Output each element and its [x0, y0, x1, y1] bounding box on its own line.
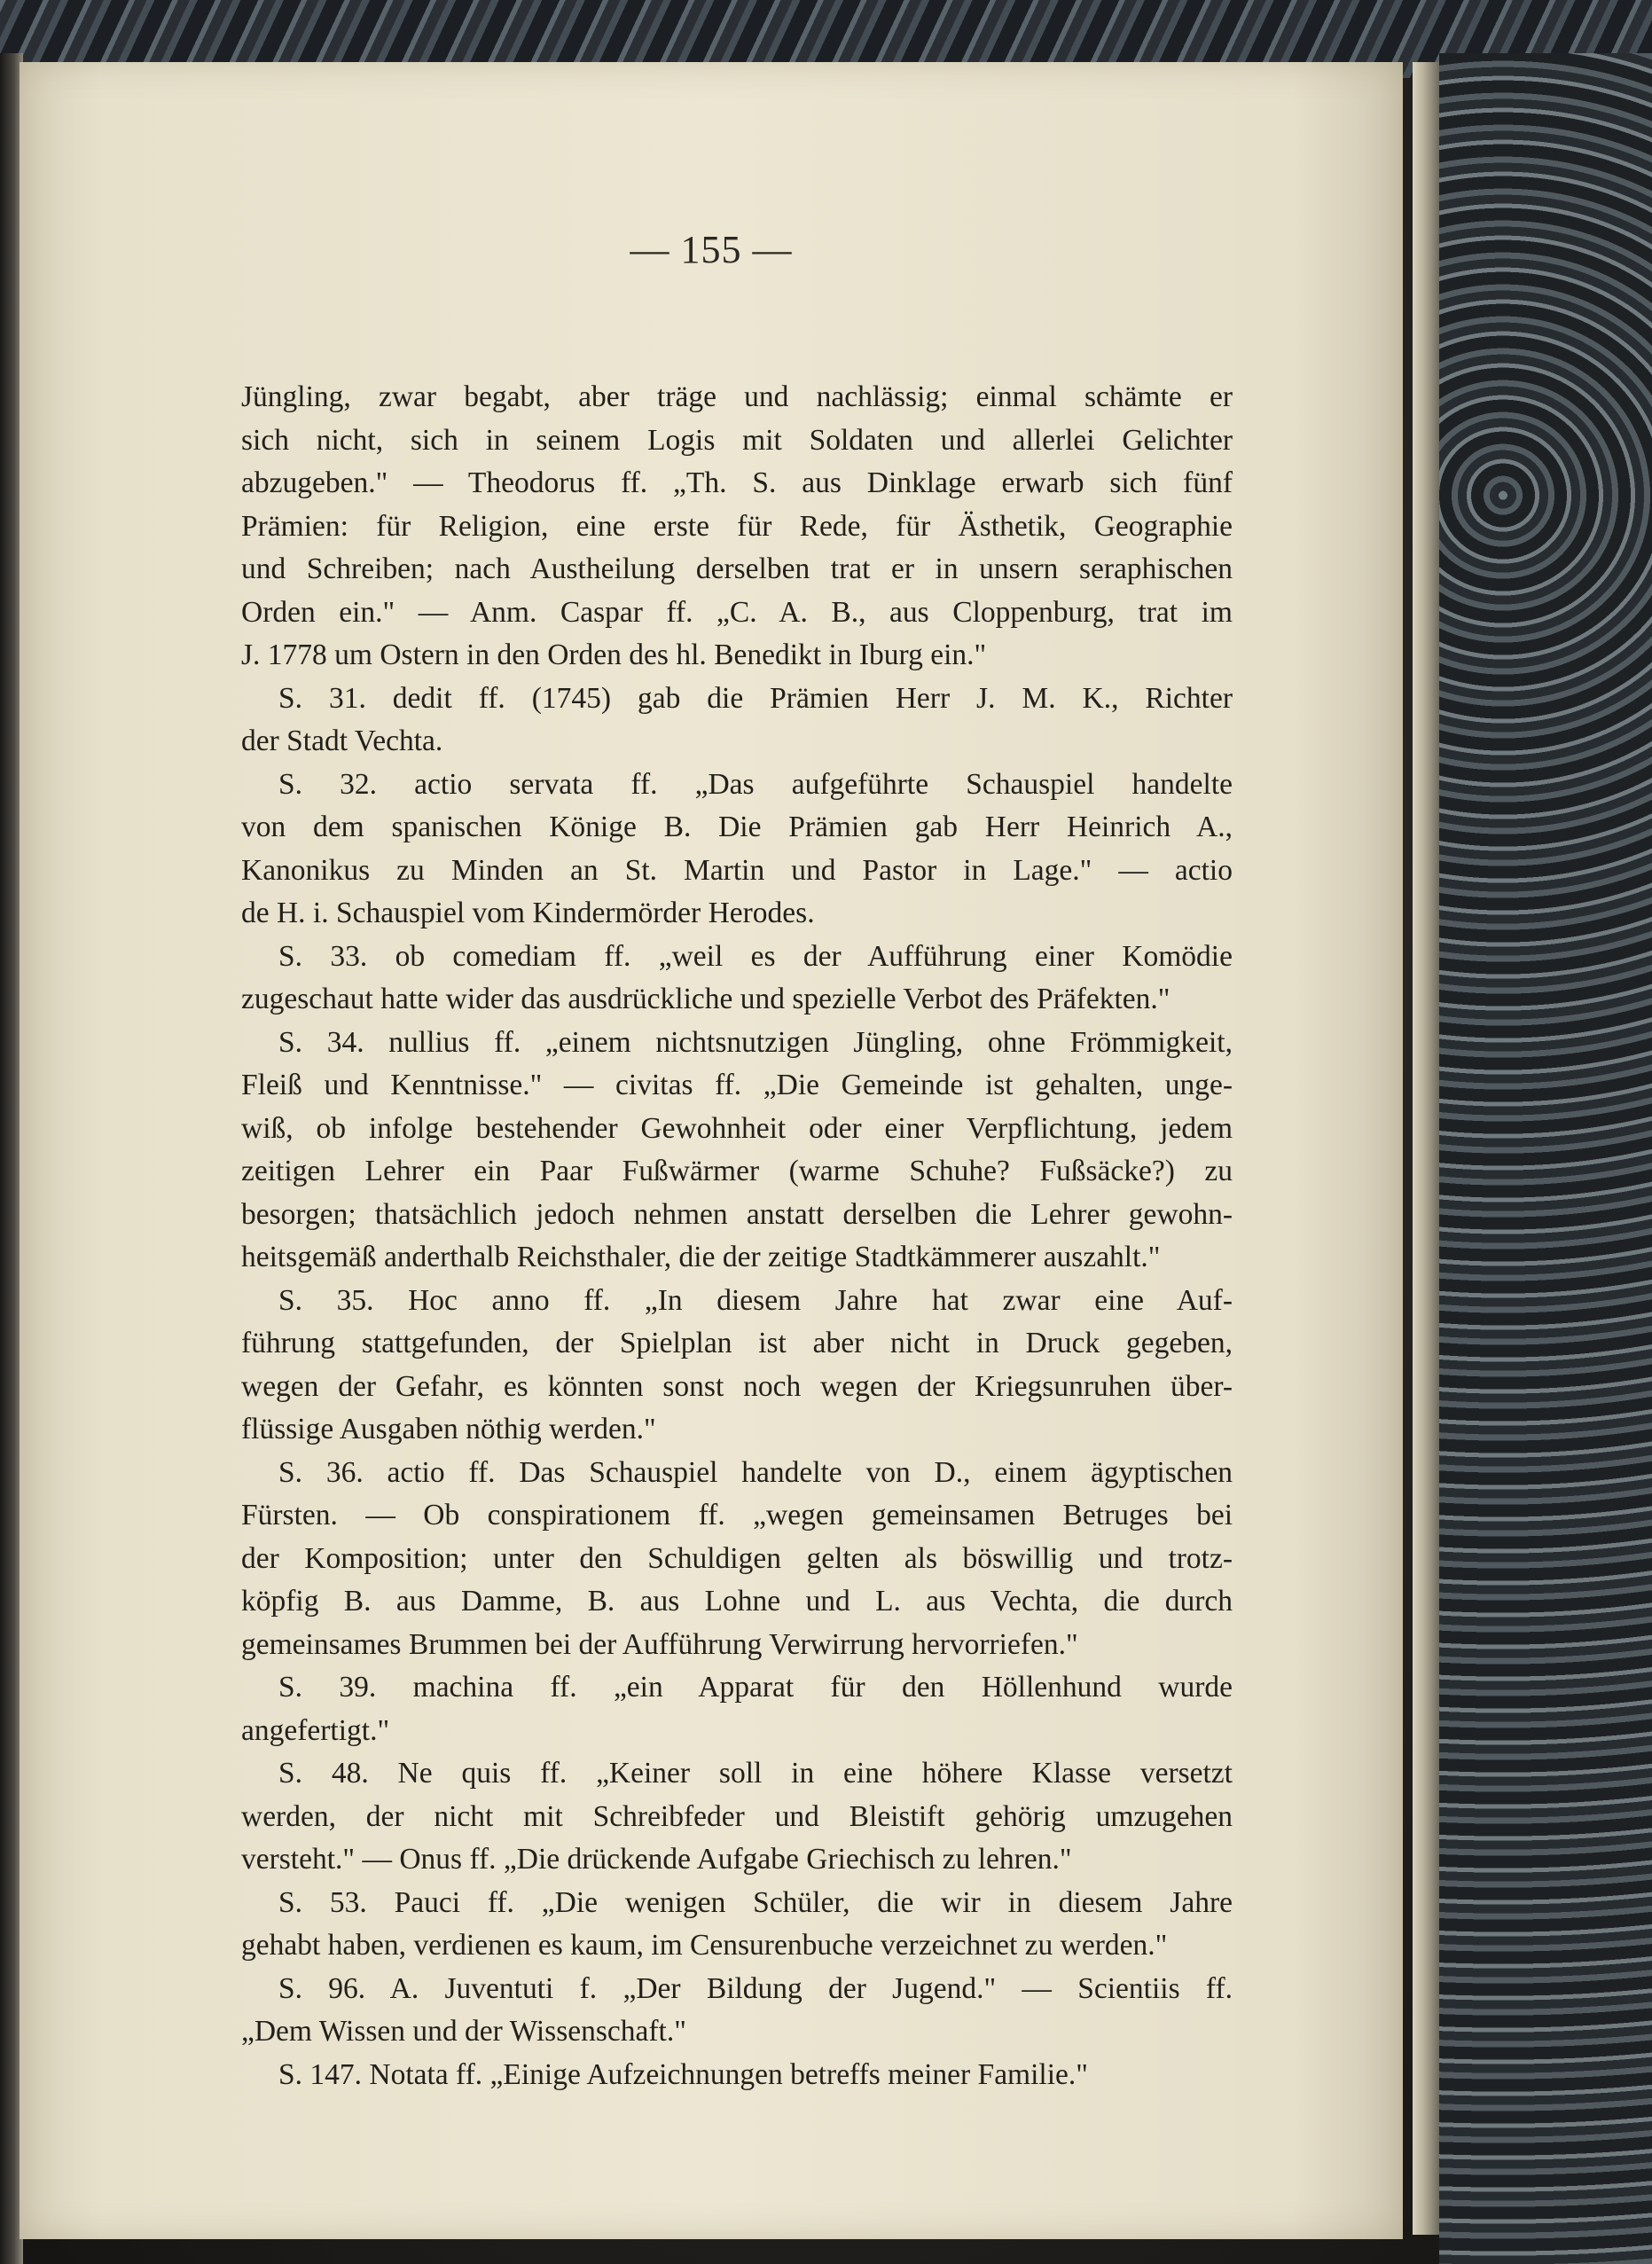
paragraph — [241, 764, 1233, 936]
paragraph — [241, 1968, 1233, 2054]
text-line: gemeinsames Brummen bei der Aufführung Verwirrung hervorriefen." — [241, 1627, 1078, 1661]
paragraph — [241, 678, 1233, 764]
text-line: S. 34. nullius ff. „einem nichtsnutzigen Jüngling, ohne Frömmigkeit, — [278, 1025, 1233, 1059]
text-line: abzugeben." — Theodorus ff. „Th. S. aus Dinklage erwarb sich fünf — [241, 466, 1233, 499]
text-line: wiß, ob infolge bestehender Gewohnheit oder einer Verpflichtung, jedem — [241, 1111, 1233, 1145]
text-line: S. 39. machina ff. „ein Apparat für den Höllenhund wurde — [278, 1671, 1233, 1704]
text-line: S. 96. A. Juventuti f. „Der Bildung der Jugend." — Scientiis ff. — [278, 1971, 1233, 2005]
text-line: von dem spanischen Könige B. Die Prämien gab Herr Heinrich A., — [241, 811, 1233, 843]
text-line: werden, der nicht mit Schreibfeder und Bleistift gehörig umzugehen — [241, 1799, 1233, 1833]
text-line: „Dem Wissen und der Wissenschaft." — [241, 2015, 686, 2048]
paragraph — [241, 1882, 1233, 1968]
paragraph — [241, 1666, 1233, 1752]
text-line: wegen der Gefahr, es könnten sonst noch wegen der Kriegsunruhen über- — [241, 1369, 1233, 1403]
text-line: zeitigen Lehrer ein Paar Fußwärmer (warme Schuhe? Fußsäcke?) zu — [241, 1155, 1233, 1187]
marbled-cover-right — [1439, 53, 1652, 2264]
text-line: S. 53. Pauci ff. „Die wenigen Schüler, die wir in diesem Jahre — [278, 1885, 1233, 1919]
page-number: — 155 — — [630, 228, 793, 271]
text-line: Fleiß und Kenntnisse." — civitas ff. „Die Gemeinde ist gehalten, unge- — [241, 1069, 1233, 1101]
text-line: J. 1778 um Ostern in den Orden des hl. Benedikt in Iburg ein." — [241, 638, 987, 671]
text-line: führung stattgefunden, der Spielplan ist aber nicht in Druck gegeben, — [241, 1327, 1233, 1359]
text-line: versteht." — Onus ff. „Die drückende Aufgabe Griechisch zu lehren." — [241, 1843, 1072, 1876]
text-line: S. 33. ob comediam ff. „weil es der Aufführung einer Komödie — [278, 939, 1233, 973]
text-line: S. 32. actio servata ff. „Das aufgeführte Schauspiel handelte — [278, 767, 1233, 801]
text-line: und Schreiben; nach Austheilung derselben trat er in unsern seraphischen — [241, 552, 1233, 585]
text-line: gehabt haben, verdienen es kaum, im Censurenbuche verzeichnet zu werden." — [241, 1929, 1168, 1962]
text-line: heitsgemäß anderthalb Reichsthaler, die der zeitige Stadtkämmerer auszahlt." — [241, 1241, 1161, 1273]
paragraph — [241, 1280, 1233, 1452]
text-line: besorgen; thatsächlich jedoch nehmen anstatt derselben die Lehrer gewohn- — [241, 1197, 1233, 1231]
text-line: der Stadt Vechta. — [241, 725, 443, 757]
text-line: Kanonikus zu Minden an St. Martin und Pastor in Lage." — actio — [241, 853, 1233, 887]
paragraph — [241, 1452, 1233, 1667]
text-line: zugeschaut hatte wider das ausdrückliche und spezielle Verbot des Präfekten." — [241, 983, 1170, 1015]
text-line: flüssige Ausgaben nöthig werden." — [241, 1413, 656, 1445]
text-line: Jüngling, zwar begabt, aber träge und nachlässig; einmal schämte er — [241, 380, 1233, 413]
text-line: angefertigt." — [241, 1713, 390, 1747]
text-line: Fürsten. — Ob conspirationem ff. „wegen gemeinsamen Betruges bei — [241, 1499, 1233, 1532]
text-line: de H. i. Schauspiel vom Kindermörder Herodes. — [241, 897, 815, 929]
paragraph — [241, 1022, 1233, 1280]
book-page — [20, 62, 1403, 2239]
body-text — [241, 376, 1233, 2096]
text-line: sich nicht, sich in seinem Logis mit Soldaten und allerlei Gelichter — [241, 423, 1233, 457]
paragraph — [241, 2054, 1233, 2097]
paragraph — [241, 376, 1233, 678]
text-line: Prämien: für Religion, eine erste für Rede, für Ästhetik, Geographie — [241, 509, 1233, 543]
page-stack-edge — [1413, 62, 1439, 2235]
text-line: Orden ein." — Anm. Caspar ff. „C. A. B., aus Cloppenburg, trat im — [241, 595, 1233, 629]
text-line: S. 35. Hoc anno ff. „In diesem Jahre hat zwar eine Auf- — [278, 1283, 1233, 1317]
text-line: S. 147. Notata ff. „Einige Aufzeichnungen betreffs meiner Familie." — [278, 2057, 1088, 2091]
text-line: der Komposition; unter den Schuldigen gelten als böswillig und trotz- — [241, 1541, 1233, 1575]
text-line: S. 36. actio ff. Das Schauspiel handelte von D., einem ägyptischen — [278, 1455, 1233, 1489]
text-line: köpfig B. aus Damme, B. aus Lohne und L. aus Vechta, die durch — [241, 1585, 1233, 1618]
text-line: S. 31. dedit ff. (1745) gab die Prämien Herr J. M. K., Richter — [278, 681, 1233, 715]
paragraph — [241, 936, 1233, 1022]
text-line: S. 48. Ne quis ff. „Keiner soll in eine höhere Klasse versetzt — [278, 1757, 1233, 1790]
paragraph — [241, 1752, 1233, 1882]
